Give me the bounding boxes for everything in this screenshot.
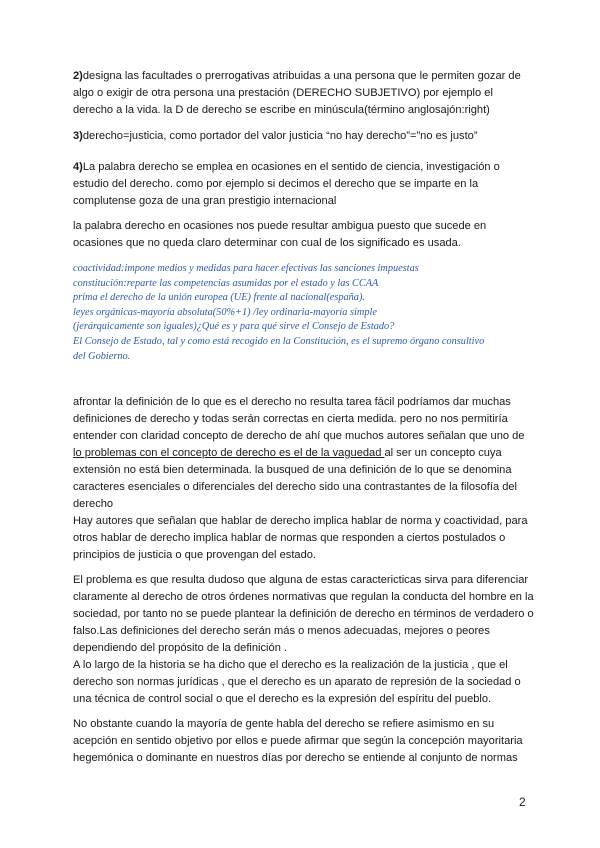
note-line: leyes orgánicas-mayoría absoluta(50%+1) /ley ordinaria-mayoría simple (73, 306, 377, 318)
paragraph-number: 4) (73, 161, 83, 173)
paragraph-2 (73, 68, 535, 119)
note-line: prima el derecho de la unión europea (UE) frente al nacional(españa). (73, 292, 365, 304)
paragraph-3 (73, 128, 535, 145)
page-number: 2 (519, 795, 526, 809)
paragraph-5: la palabra derecho en ocasiones nos puede resultar ambigua puesto que sucede en ocasiones que no queda claro determinar con cual de los significado es usada. (73, 220, 487, 249)
paragraph-number: 2) (73, 70, 83, 82)
paragraph-7: Hay autores que señalan que hablar de derecho implica hablar de norma y coactividad, para otros hablar de derecho implica hablar de normas que responden a ciertos postulados o principios de justicia o que provengan del estado. (73, 515, 528, 561)
paragraph-text: afrontar la definición de lo que es el derecho no resulta tarea fácil podríamos dar muchas definiciones de derecho y todas serán correctas en cierta medida. pero no nos permitiría entender con claridad concepto de derecho de ahí que muchos autores señalan que uno de (73, 396, 525, 442)
paragraph-text: derecho=justicia, como portador del valor justicia “no hay derecho”=”no es justo” (82, 130, 478, 142)
paragraph-9: A lo largo de la historia se ha dicho que el derecho es la realización de la justicia , que el derecho son normas jurídicas , que el derecho es un aparato de represión de la sociedad o una técnica de control social o que el derecho es la expresión del espíritu del pueblo. (73, 659, 521, 705)
paragraph-text: al ser un concepto cuya extensión no está bien determinada. la busqued de una definición de lo que se denomina caracteres esenciales o diferenciales del derecho sido una contrastantes de la filosofía del derecho (73, 447, 518, 510)
paragraph-text: designa las facultades o prerrogativas atribuidas a una persona que le permiten gozar de algo o exigir de otra persona una prestación (DERECHO SUBJETIVO) por ejemplo el derecho a la vida. la D de derecho se escribe en minúscula(término anglosajón:right) (73, 70, 521, 116)
handwritten-notes (73, 262, 543, 364)
paragraph-8: El problema es que resulta dudoso que alguna de estas caractericticas sirva para diferenciar claramente al derecho de otros órdenes normativas que regulan la conducta del hombre en la sociedad, por tanto no se puede plantear la definición de derecho en términos de verdadero o falso.Las definiciones del derecho serán más o menos adecuadas, mejores o peores dependiendo del propósito de la definición . (73, 574, 534, 654)
paragraph-10: No obstante cuando la mayoría de gente habla del derecho se refiere asimismo en su acepción en sentido objetivo por ellos e puede afirmar que según la concepción mayoritaria hegemónica o dominante en nuestros días por derecho se entiende al conjunto de normas (73, 718, 523, 764)
note-line: (jerárquicamente son iguales)¿Qué es y para qué sirve el Consejo de Estado? (73, 321, 395, 333)
paragraph-number: 3) (73, 130, 83, 142)
paragraph-6 (73, 394, 535, 513)
note-line: constitución:reparte las competencias asumidas por el estado y las CCAA (73, 277, 379, 289)
note-line: El Consejo de Estado, tal y como está recogido en la Constitución, es el supremo órgano consultivo (73, 335, 485, 347)
underlined-text: lo problemas con el concepto de derecho es el de la vaguedad (73, 447, 385, 459)
note-line: del Gobierno. (73, 350, 131, 362)
paragraph-text: La palabra derecho se emplea en ocasiones en el sentido de ciencia, investigación o estudio del derecho. como por ejemplo si decimos el derecho que se imparte en la complutense goza de una gran prestigio internacional (73, 161, 500, 207)
paragraph-4 (73, 159, 535, 210)
note-line: coactividad:impone medios y medidas para hacer efectivas las sanciones impuestas (73, 263, 419, 274)
